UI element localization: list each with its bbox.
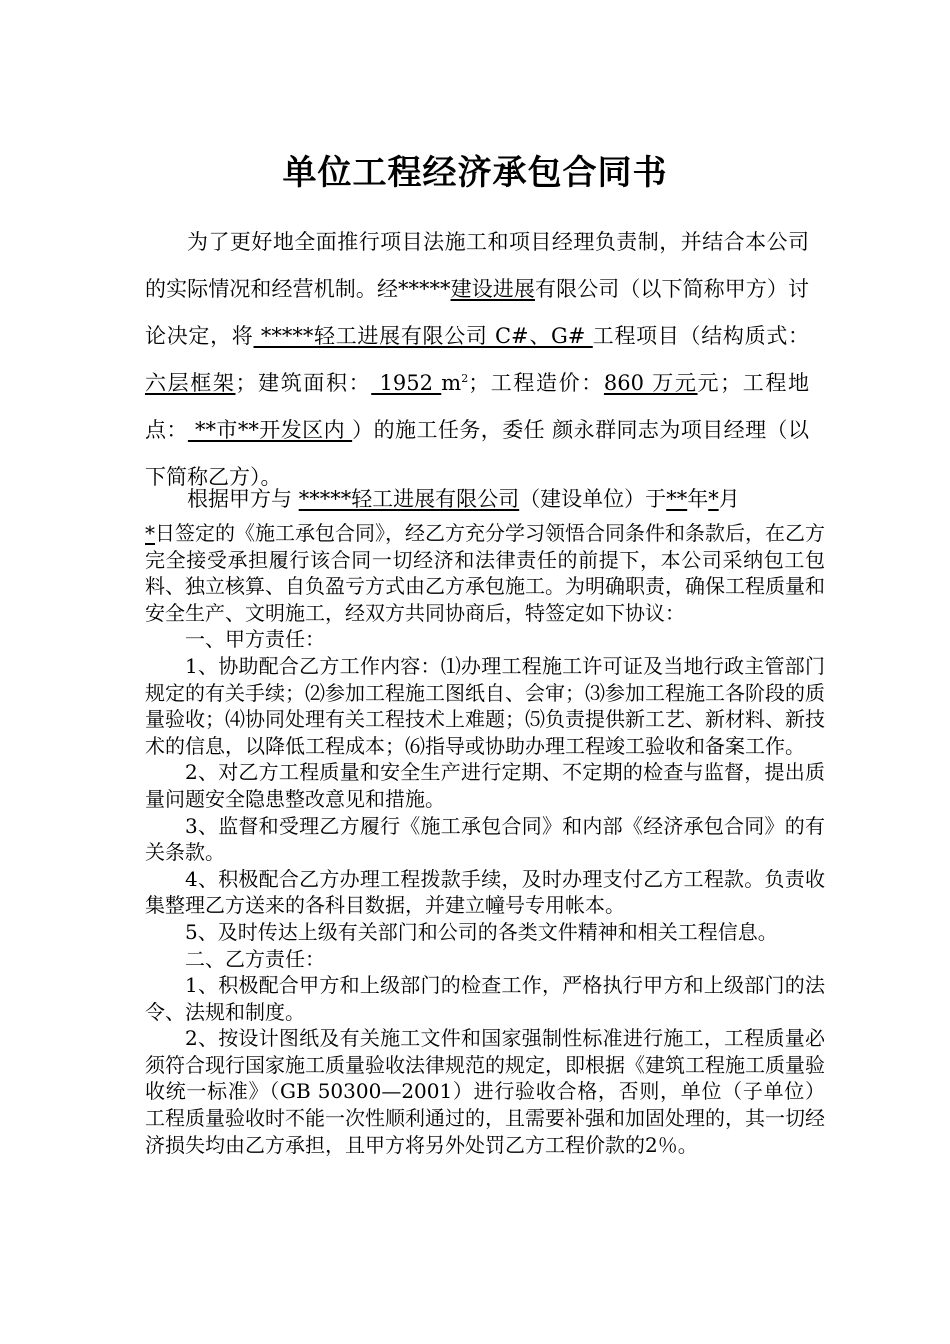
area-unit: m — [441, 371, 462, 395]
party-a-item: 4、积极配合乙方办理工程拨款手续，及时办理支付乙方工程款。负责收集整理乙方送来的各科目数据，并建立幢号专用帐本。 — [145, 866, 825, 918]
intro-text-4: ；建筑面积： — [235, 371, 372, 395]
intro-text-1: 为了更好地全面推行项目法施工和项目经理负责制，并结合本公司的实际情况和经营机制。经***** — [145, 230, 809, 301]
intro-text-6: 元；工程地点： — [145, 371, 810, 442]
party-a-item: 2、对乙方工程质量和安全生产进行定期、不定期的检查与监督，提出质量问题安全隐患整改意见和措施。 — [145, 760, 825, 811]
section-heading-party-b: 二、乙方责任： — [185, 946, 325, 971]
basis-text-1: 根据甲方与 — [187, 487, 299, 511]
basis-text-3: 年 — [687, 487, 709, 511]
sign-year: ** — [666, 487, 688, 511]
project-company-name: *****轻工进展有限公司 C#、G# — [253, 324, 593, 348]
section-heading-party-a: 一、甲方责任： — [185, 627, 325, 652]
basis-text-2: （建设单位）于 — [519, 487, 667, 511]
project-location: **市**开发区内 — [187, 418, 353, 442]
intro-text-3: 工程项目（结构质式： — [592, 324, 810, 348]
project-cost: 860 万元 — [603, 371, 698, 395]
party-a-item: 1、协助配合乙方工作内容：⑴办理工程施工许可证及当地行政主管部门规定的有关手续；⑵参加工程施工图纸自、会审；⑶参加工程施工各阶段的质量验收；⑷协同处理有关工程技术上难题；⑸负责提供新工艺、新材料、新技术的信息，以降低工程成本；⑹指导或协助办理工程竣工验收和备案工作。 — [145, 653, 825, 758]
intro-text-7: ）的施工任务，委任 颜永群同志为项目经理（以下简称乙方）。 — [145, 418, 809, 489]
party-b-item: 1、积极配合甲方和上级部门的检查工作，严格执行甲方和上级部门的法令、法规和制度。 — [145, 973, 825, 1024]
basis-company-name: *****轻工进展有限公司 — [298, 487, 520, 511]
party-b-item: 2、按设计图纸及有关施工文件和国家强制性标准进行施工，工程质量必须符合现行国家施工质量验收法律规范的规定，即根据《建筑工程施工质量验收统一标准》（GB 50300—2001）进行验收合格，否则，单位（子单位）工程质量验收时不能一次性顺利通过的，且需要补强和加固处理的，其一切经济损失均由乙方承担，且甲方将另外处罚乙方工程价款的2％。 — [145, 1026, 825, 1157]
basis-text-4: 月 — [718, 487, 740, 511]
building-area: 1952 — [371, 371, 442, 395]
area-unit-superscript: 2 — [461, 372, 469, 385]
party-a-item: 5、及时传达上级有关部门和公司的各类文件精神和相关工程信息。 — [185, 919, 778, 944]
structure-type: 六层框架 — [145, 371, 236, 395]
basis-continuation: *日签定的《施工承包合同》，经乙方充分学习领悟合同条件和条款后，在乙方完全接受承担履行该合同一切经济和法律责任的前提下，本公司采纳包工包料、独立核算、自负盈亏方式由乙方承包施工。为明确职责，确保工程质量和安全生产、文明施工，经双方共同协商后，特签定如下协议： — [145, 521, 825, 625]
party-a-item: 3、监督和受理乙方履行《施工承包合同》和内部《经济承包合同》的有关条款。 — [145, 813, 825, 865]
basis-line — [145, 476, 809, 523]
sign-month: * — [708, 487, 719, 511]
owner-company-name: 建设进展 — [450, 277, 535, 301]
contract-body — [145, 520, 825, 1158]
intro-text-5: ；工程造价： — [468, 371, 604, 395]
intro-text-2: 有限公司（以下简称甲方）讨论决定，将 — [145, 277, 810, 348]
document-title: 单位工程经济承包合同书 — [282, 152, 668, 193]
intro-paragraph — [145, 219, 809, 501]
sign-day: * — [145, 521, 155, 545]
